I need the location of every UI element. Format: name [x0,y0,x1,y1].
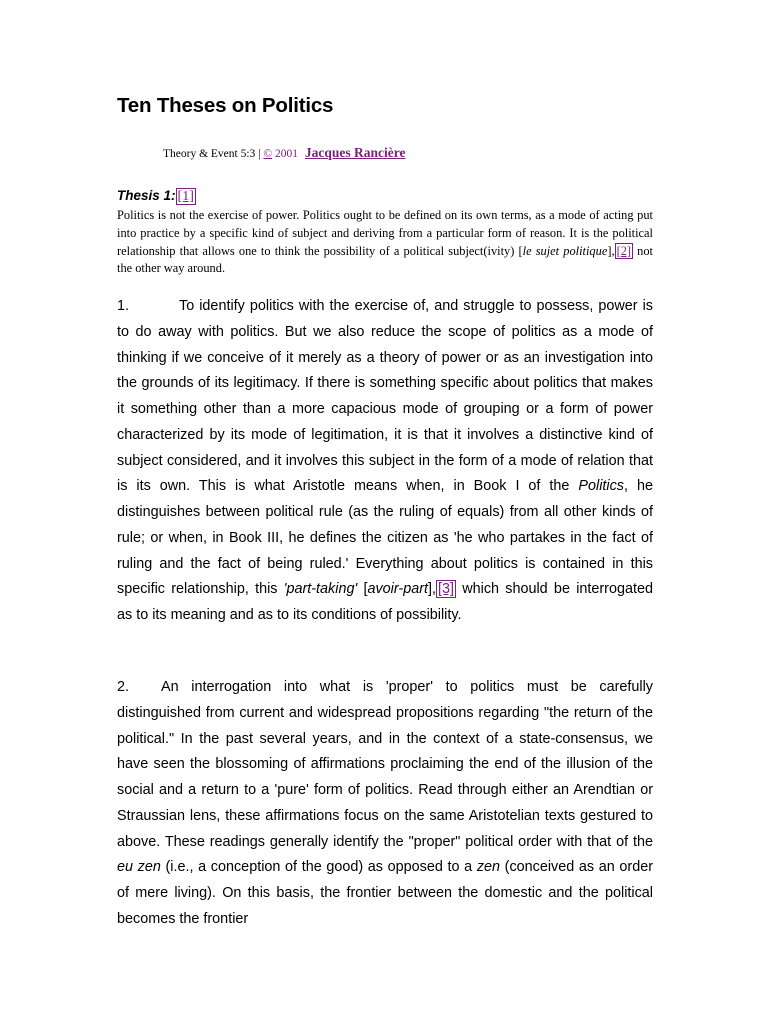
footnote-link-1[interactable]: [1] [177,189,194,204]
copyright-link[interactable]: © [263,148,273,160]
italic-term: eu zen [117,859,161,876]
thesis-text: Politics is not the exercise of power. Politics ought to be defined on its own terms, as a mode of acting put into practice by a specific kind of subject and deriving from a particular form of reason. It is the political relationship that allows one to think the possibility of a political subject(ivity) [ [117,208,653,258]
paragraph-text: which should be interrogated as to its meaning and as to its conditions of possibility. [117,581,653,623]
paragraph-text: An interrogation into what is 'proper' to politics must be carefully distinguished from current and widespread propositions regarding "the return of the political." In the past several years, and in the context of a state-consensus, we have seen the blossoming of affirmations proclaiming the end of the illusion of the social and a return to a 'pure' form of politics. Read through either an Arendtian or Straussian lens, these affirmations focus on the same Aristotelian texts gestured to above. These readings generally identify the "proper" political order with that of the [117,679,653,850]
italic-term: 'part-taking' [283,581,358,598]
paragraph-number: 2. [117,679,130,695]
italic-term: Politics [578,478,624,495]
publication-year: 2001 [272,148,298,160]
thesis-label: Thesis 1: [117,188,176,203]
thesis-italic-term: le sujet politique [522,243,608,258]
author-link[interactable]: Jacques Rancière [304,145,406,160]
document-title: Ten Theses on Politics [117,94,334,117]
thesis-heading [117,188,196,205]
paragraph-text: , he distinguishes between political rule (as the ruling of equals) from all other kinds of rule; or when, in Book III, he defines the citizen as 'he who partakes in the fact of ruling and the fact of being ruled.' Everything about politics is contained in this specific relationship, this [117,478,653,598]
thesis-text-2: ], [607,243,615,258]
paragraph-text: To identify politics with the exercise of, and struggle to possess, power is to do away with politics. But we also reduce the scope of politics as a mode of thinking if we conceive of it merely as a theory of power or as an investigation into the grounds of its legitimacy. If there is something specific about politics that makes it something other than a more capacious mode of grouping or a form of power characterized by its mode of legitimation, it is that it involves a distinctive kind of subject considered, and it involves this subject in the form of a mode of relation that is its own. This is what Aristotle means when, in Book I of the [117,298,653,495]
paragraph-text: (i.e., a conception of the good) as opposed to a [160,859,477,876]
thesis-statement [117,207,653,278]
paragraph-number: 1. [117,298,130,314]
paragraph-text: (conceived as an order of mere living). On this basis, the frontier between the domestic and the political becomes the frontier [117,859,653,927]
journal-citation: Theory & Event 5:3 | [163,148,264,160]
paragraph-text: ], [428,581,436,598]
italic-term: zen [476,859,501,876]
paragraph-2 [117,675,653,933]
paragraph-1 [117,294,653,629]
footnote-link-3[interactable]: [3] [438,581,454,598]
footnote-link-2[interactable]: [2] [616,243,632,258]
paragraph-text: [ [357,581,368,598]
italic-term: avoir-part [367,581,428,598]
byline [163,145,405,161]
thesis-text-3: not the other way around. [117,243,653,276]
